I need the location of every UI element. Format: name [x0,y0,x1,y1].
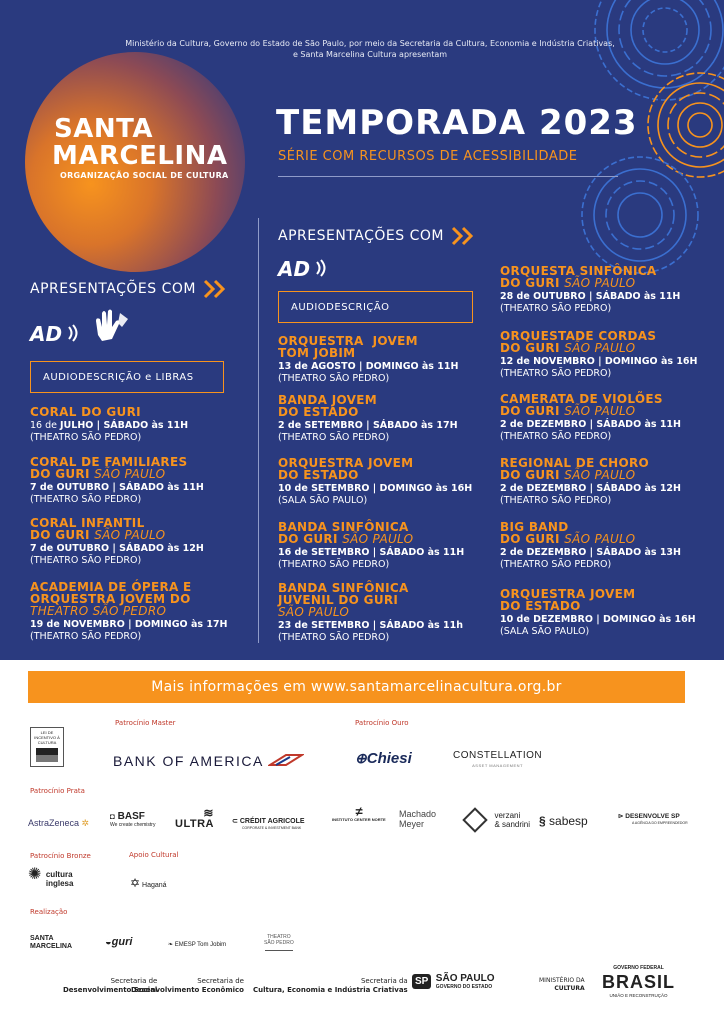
event-title-line2: ORQUESTRA JOVEM DO [30,592,191,606]
gov-federal-text: GOVERNO FEDERAL [613,965,664,971]
event-coral-infantil [30,517,260,567]
event-venue: (SALA SÃO PAULO) [500,626,590,637]
event-title-line2: DO GURI [500,532,565,546]
chevron-right-icon [203,279,227,299]
event-coral-do-guri [30,406,260,444]
sabesp-logo [539,814,588,828]
realization-label: Realização [30,908,68,916]
emesp-text: EMESP Tom Jobim [174,942,227,948]
event-venue: (THEATRO SÃO PEDRO) [500,431,612,442]
more-info-link[interactable]: Mais informações em www.santamarcelinacultura.org.br [28,671,685,703]
event-title: BANDA SINFÔNICA [278,581,409,595]
governo-federal-logo [602,964,675,1000]
event-title-italic: SÃO PAULO [564,532,636,546]
instituto-center-norte-logo [332,804,386,824]
machado-text: Machado [399,809,437,819]
sign-language-icon [92,305,132,345]
left-accessibility-box: AUDIODESCRIÇÃO e LIBRAS [30,361,224,393]
event-title: CORAL DE FAMILIARES [30,455,188,469]
ad-label: AD [278,257,311,281]
event-venue: (THEATRO SÃO PEDRO) [500,559,612,570]
santa-marcelina-logo [52,116,227,170]
desenvolve-sp-logo [618,814,688,826]
middle-heading: APRESENTAÇÕES COM [278,228,444,244]
basf-text: BASF [117,811,145,822]
hagana-logo [130,876,167,890]
event-title: CORAL DO GURI [30,405,141,419]
meyer-text: Meyer [399,819,425,829]
event-date-time: | SÁBADO às 11H [93,420,189,431]
verzani-mark-icon [462,807,487,832]
lei-incentivo-logo [30,727,64,767]
sp-sub: GOVERNO DO ESTADO [435,984,493,990]
event-title-line2: JUVENIL DO GURI [278,593,399,607]
astrazeneca-text: AstraZeneca [28,818,80,828]
event-title: CORAL INFANTIL [30,516,145,530]
event-date: 19 de NOVEMBRO | DOMINGO às 17H [30,619,228,630]
sabesp-mark-icon: § [539,814,546,828]
theatro-text-2: SÃO PEDRO [264,940,294,946]
cultura-inglesa-mark-icon: ✺ [28,866,42,883]
cultural-support-label: Apoio Cultural [129,851,179,859]
cultura-inglesa-text-2: inglesa [45,879,74,888]
event-orquesta-sinfonica-guri [500,265,724,315]
sec-cultura [253,977,408,995]
lei-incentivo-mark [36,748,58,762]
minc-text-1: MINISTÉRIO DA [539,977,585,984]
event-title-italic: SÃO PAULO [342,532,414,546]
event-date: 28 de OUTUBRO | SÁBADO às 11H [500,291,681,302]
guri-logo [105,936,132,948]
event-venue: (THEATRO SÃO PEDRO) [500,495,612,506]
event-title: ORQUESTRA JOVEM [278,334,418,348]
event-orquestra-tom-jobim [278,335,508,385]
instituto-text: INSTITUTO CENTER NORTE [332,817,386,822]
cultura-inglesa-logo [28,866,74,888]
real-santa-text-2: MARCELINA [30,943,72,950]
event-academia-opera [30,581,260,643]
emesp-logo [168,941,226,948]
event-title-line2: DO GURI [500,468,565,482]
gov-social-1: Secretaria de [110,977,158,985]
instituto-mark-icon: ≠ [355,804,363,819]
event-date: 10 de SETEMBRO | DOMINGO às 16H [278,483,473,494]
emesp-mark-icon: ❧ [168,942,174,948]
event-venue: (THEATRO SÃO PEDRO) [278,559,390,570]
real-santa-text-1: SANTA [30,935,54,942]
verzani-text: verzani [494,811,521,820]
sabesp-text: sabesp [549,814,588,828]
constellation-sub: ASSET MANAGEMENT [472,763,523,768]
sound-waves-icon [315,258,329,278]
event-venue: (THEATRO SÃO PEDRO) [278,373,390,384]
event-date: 2 de DEZEMBRO | SÁBADO às 11H [500,419,681,430]
event-title-line2: DO ESTADO [278,468,359,482]
logo-subtitle: ORGANIZAÇÃO SOCIAL DE CULTURA [60,171,229,180]
event-orquesta-cordas [500,330,724,380]
page-title: TEMPORADA 2023 [276,103,638,143]
event-date-prefix: 16 de [30,420,61,431]
event-date: 12 de NOVEMBRO | DOMINGO às 16H [500,356,698,367]
event-banda-sinfonica-juvenil [278,582,508,644]
credit-agricole-sub: CORPORATE & INVESTMENT BANK [242,826,302,830]
bank-of-america-text: BANK OF AMERICA [113,753,264,769]
credit-agricole-mark-icon: ⊂ [232,818,238,825]
event-orquestra-jovem-estado [278,457,508,507]
guri-text: guri [111,936,133,948]
sao-paulo-governo-logo [412,974,495,992]
realization-santa-marcelina-logo [30,935,72,951]
minc-text-2: CULTURA [554,985,585,992]
chevron-right-icon [451,226,475,246]
intro-line-2: e Santa Marcelina Cultura apresentam [292,50,448,59]
logo-line-2: MARCELINA [52,141,228,171]
event-date: 10 de DEZEMBRO | DOMINGO às 16H [500,614,696,625]
event-regional-choro [500,457,724,507]
event-title-italic: SÃO PAULO [94,528,166,542]
event-title-line2: TOM JOBIM [278,346,356,360]
event-title-line2: DO GURI [30,467,95,481]
event-venue: (THEATRO SÃO PEDRO) [30,494,142,505]
event-title: BANDA JOVEM [278,393,377,407]
cultura-inglesa-text-1: cultura [45,870,73,879]
ultra-text: ULTRA [175,818,214,830]
event-title-line2: DO GURI [500,276,565,290]
event-title-italic: SÃO PAULO [94,467,166,481]
event-venue: (THEATRO SÃO PEDRO) [278,432,390,443]
theatro-sao-pedro-logo [264,934,294,951]
silver-sponsor-label: Patrocínio Prata [30,787,85,795]
astrazeneca-mark-icon: ✲ [81,818,90,828]
title-divider [278,176,618,177]
page-subtitle: SÉRIE COM RECURSOS DE ACESSIBILIDADE [278,149,578,164]
basf-logo [110,812,155,830]
event-date [30,419,260,432]
sec-desenvolvimento-economico [131,977,244,995]
event-title: CAMERATA DE VIOLÕES [500,392,663,406]
event-big-band [500,521,724,571]
event-title-line2: DO GURI [30,528,95,542]
credit-agricole-text: CRÉDIT AGRICOLE [239,818,305,825]
credit-agricole-logo [232,818,305,832]
event-venue: (THEATRO SÃO PEDRO) [500,368,612,379]
event-venue: (THEATRO SÃO PEDRO) [30,631,142,642]
ultra-mark-icon: ≋ [203,806,214,820]
gov-cultura-2: Cultura, Economia e Indústria Criativas [253,986,408,994]
event-title: ORQUESTRA JOVEM [500,587,636,601]
hagana-text: Haganá [142,882,167,889]
event-title-italic: SÃO PAULO [564,276,636,290]
astrazeneca-logo [28,818,89,829]
audio-description-icon [278,257,329,281]
intro-line-1: Ministério da Cultura, Governo do Estado de São Paulo, por meio da Secretaria da Cultura, Economia e Indústria Criativas, [125,39,615,48]
basf-sub: We create chemistry [110,822,156,828]
event-title-italic: SÃO PAULO [564,341,636,355]
event-title: REGIONAL DE CHORO [500,456,650,470]
event-banda-sinfonica [278,521,508,571]
event-title-line2: DO GURI [500,341,565,355]
basf-mark-icon: ◘ [110,812,115,821]
logo-line-1: SANTA [54,114,153,144]
event-venue: (SALA SÃO PAULO) [278,495,368,506]
event-date: 7 de OUTUBRO | SÁBADO às 11H [30,482,204,493]
sound-waves-icon [67,323,81,343]
verzani-sandrini-logo [464,808,530,829]
constellation-logo [453,751,542,771]
event-title: BANDA SINFÔNICA [278,520,409,534]
event-venue: (THEATRO SÃO PEDRO) [30,432,142,443]
sp-mark-icon: SP [412,974,431,989]
event-title-italic: SÃO PAULO [564,404,636,418]
brasil-text: BRASIL [602,972,675,992]
audio-description-icon [30,322,81,346]
event-date: 2 de DEZEMBRO | SÁBADO às 12H [500,483,681,494]
event-title-line2: DO GURI [278,532,343,546]
ultra-logo [175,808,214,830]
event-title-line2: DO GURI [500,404,565,418]
event-coral-familiares [30,456,260,506]
sandrini-text: & sandrini [494,820,531,829]
theatro-text-1: THEATRO [267,934,291,940]
event-venue: (THEATRO SÃO PEDRO) [30,555,142,566]
chiesi-text: Chiesi [366,750,412,767]
desenvolve-sub: A AGÊNCIA DO EMPREENDEDOR [632,821,688,825]
event-date: 7 de OUTUBRO | SÁBADO às 12H [30,543,204,554]
chiesi-mark-icon: ⊕ [355,750,367,766]
hagana-mark-icon: ✡ [130,876,141,890]
event-date: 2 de SETEMBRO | SÁBADO às 17H [278,420,458,431]
event-title-italic: SÃO PAULO [278,605,350,619]
event-title: BIG BAND [500,520,569,534]
gov-econ-1: Secretaria de [197,977,244,985]
machado-meyer-logo [399,809,436,829]
event-date: 13 de AGOSTO | DOMINGO às 11H [278,361,459,372]
sp-text: SÃO PAULO [435,973,495,984]
bank-flag-icon [268,753,304,767]
event-title-line2: DO ESTADO [500,599,581,613]
event-venue: (THEATRO SÃO PEDRO) [500,303,612,314]
event-date-month: JULHO [60,420,94,431]
gold-sponsor-label: Patrocínio Ouro [355,719,409,727]
lei-incentivo-text: LEI DE INCENTIVO À CULTURA [34,730,60,745]
event-camerata-violoes [500,393,724,443]
bronze-sponsor-label: Patrocínio Bronze [30,852,91,860]
master-sponsor-label: Patrocínio Master [115,719,176,727]
desenvolve-text: DESENVOLVE SP [625,813,680,820]
event-title: ORQUESTA SINFÔNICA [500,264,657,278]
theatro-mark-icon [265,946,293,951]
gov-social-2: Desenvolvimento Social [63,986,158,994]
brasil-sub: UNIÃO E RECONSTRUÇÃO [609,993,668,998]
gov-cultura-1: Secretaria da [360,977,408,985]
gov-econ-2: Desenvolvimento Econômico [131,986,244,994]
event-title-italic: SÃO PAULO [564,468,636,482]
ad-label: AD [30,322,63,346]
ministerio-cultura [539,977,585,993]
desenvolve-mark-icon: ⊳ [618,813,624,820]
event-title: ORQUESTRA JOVEM [278,456,414,470]
chiesi-logo [355,750,412,767]
event-date: 16 de SETEMBRO | SÁBADO às 11H [278,547,465,558]
event-orquestra-jovem-estado-dez [500,588,724,638]
event-title: ORQUESTADE CORDAS [500,329,657,343]
event-date: 2 de DEZEMBRO | SÁBADO às 13H [500,547,681,558]
guri-mark-icon: ◒ [105,936,112,948]
event-banda-jovem [278,394,508,444]
event-title: ACADEMIA DE ÓPERA E [30,580,192,594]
event-venue: (THEATRO SÃO PEDRO) [278,632,390,643]
left-heading: APRESENTAÇÕES COM [30,281,196,297]
constellation-text: CONSTELLATION [453,750,543,761]
middle-accessibility-box: AUDIODESCRIÇÃO [278,291,473,323]
bank-of-america-logo [113,753,304,769]
event-title-line2: DO ESTADO [278,405,359,419]
event-title-italic: THEATRO SÃO PEDRO [30,604,167,618]
event-date: 23 de SETEMBRO | SÁBADO às 11h [278,620,463,631]
